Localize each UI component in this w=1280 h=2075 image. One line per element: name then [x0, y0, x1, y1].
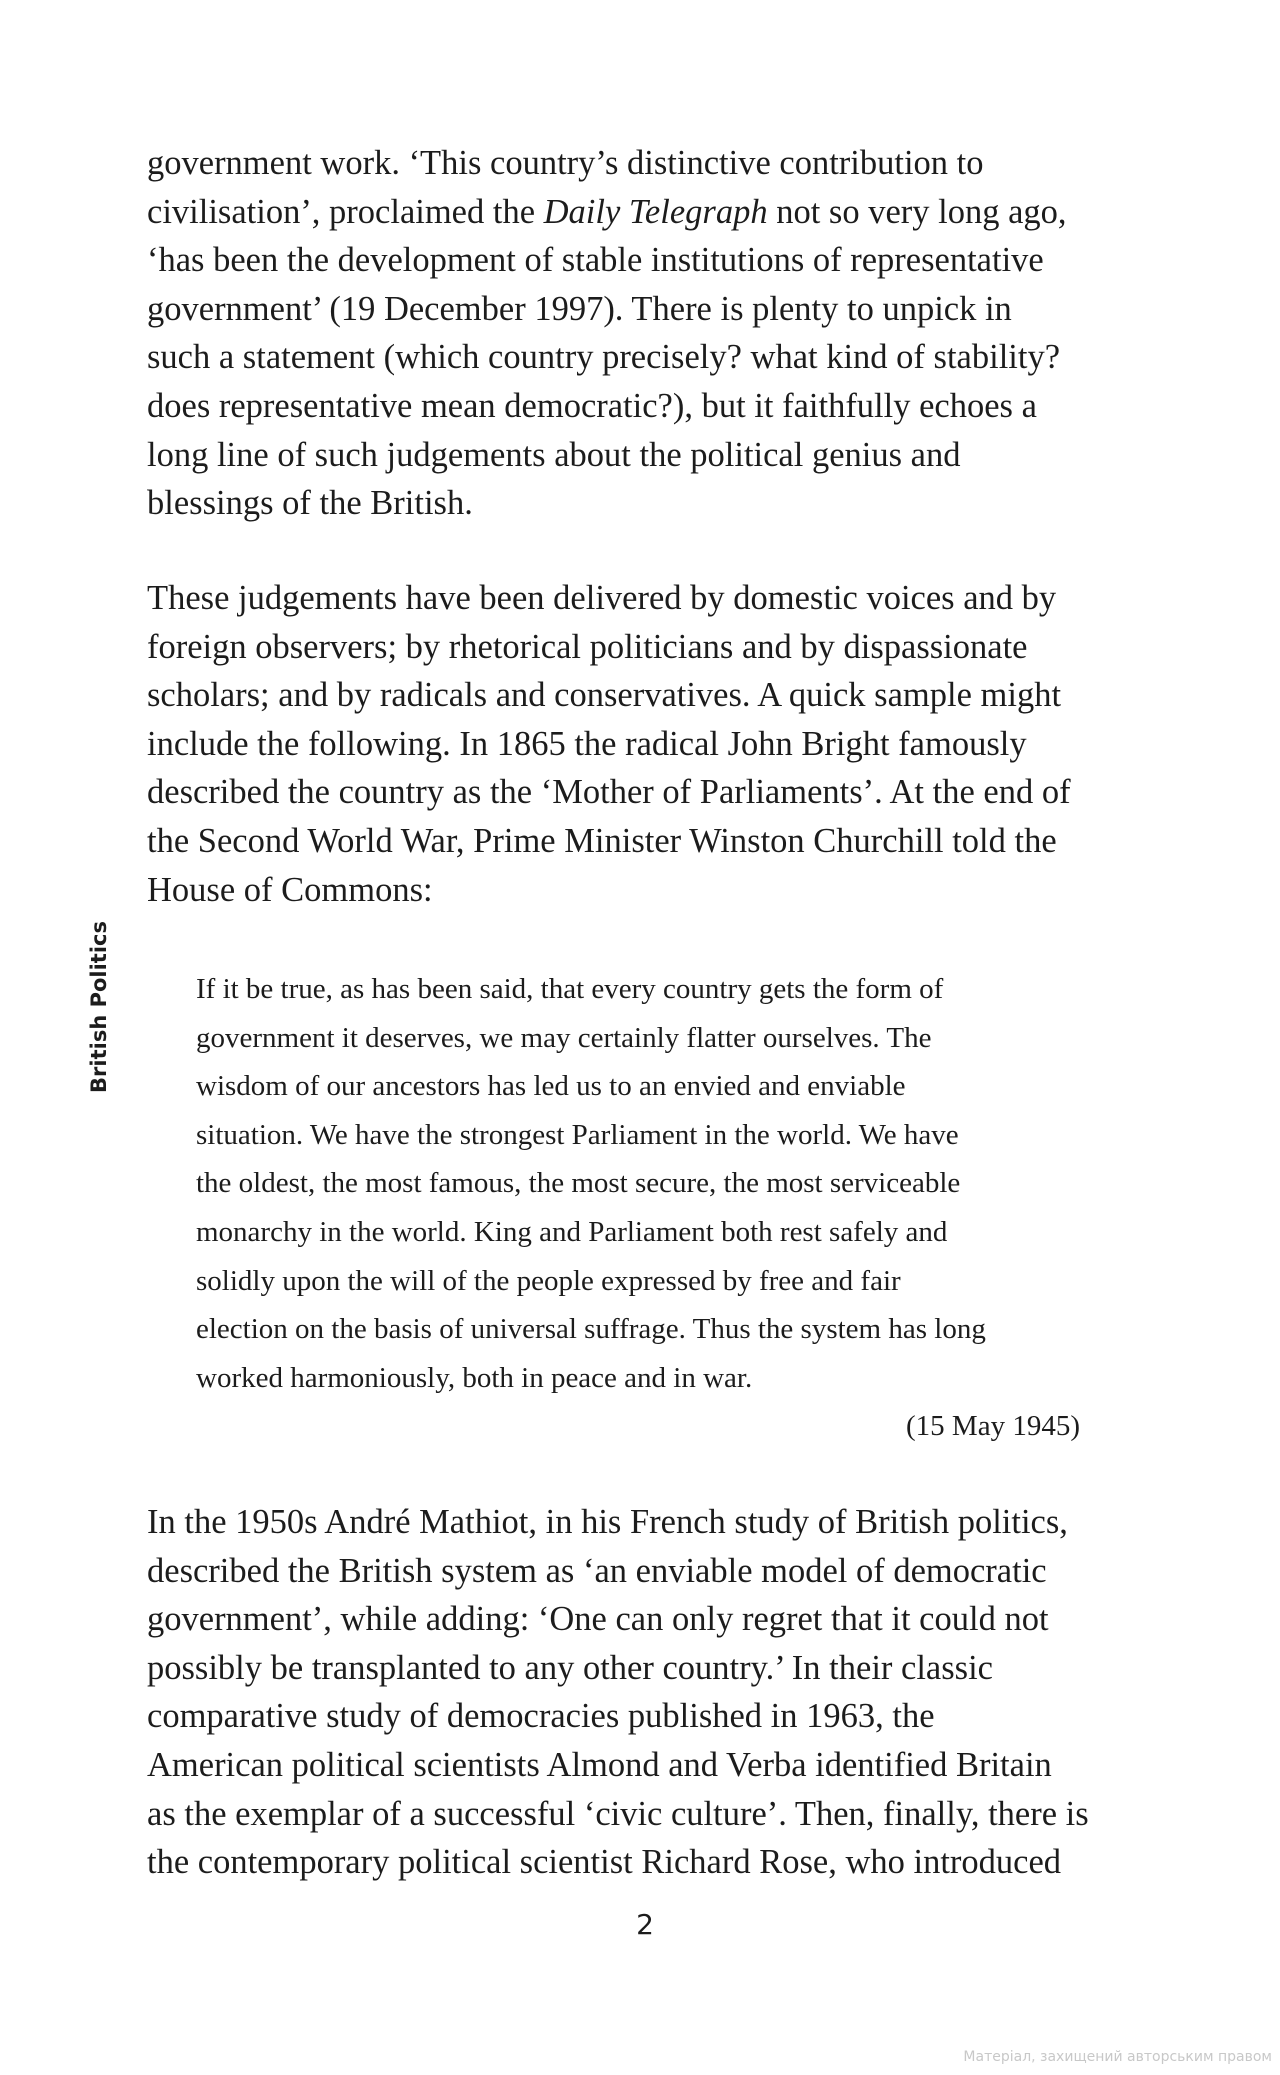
text-line: include the following. In 1865 the radical John Bright famously — [147, 724, 1027, 763]
quote-line: worked harmoniously, both in peace and in war. — [196, 1361, 753, 1394]
text-line: American political scientists Almond and Verba identified Britain — [147, 1745, 1052, 1784]
quote-line: government it deserves, we may certainly flatter ourselves. The — [196, 1021, 932, 1054]
text-line: as the exemplar of a successful ‘civic culture’. Then, finally, there is — [147, 1794, 1089, 1833]
text-line: the Second World War, Prime Minister Winston Churchill told the — [147, 821, 1057, 860]
quote-line: monarchy in the world. King and Parliament both rest safely and — [196, 1215, 948, 1248]
text-line: foreign observers; by rhetorical politicians and by dispassionate — [147, 627, 1028, 666]
text-run: not so very long ago, — [767, 192, 1067, 231]
text-line: possibly be transplanted to any other country.’ In their classic — [147, 1648, 993, 1687]
text-line: government work. ‘This country’s distinctive contribution to — [147, 144, 984, 182]
text-line: government’, while adding: ‘One can only regret that it could not — [147, 1600, 1049, 1639]
text-line — [147, 188, 1147, 237]
quote-line: the oldest, the most famous, the most secure, the most serviceable — [196, 1167, 961, 1200]
quote-line: If it be true, as has been said, that every country gets the form of — [196, 973, 944, 1005]
text-line: described the country as the ‘Mother of Parliaments’. At the end of — [147, 773, 1071, 812]
text-line: These judgements have been delivered by domestic voices and by — [147, 579, 1057, 617]
text-line: described the British system as ‘an enviable model of democratic — [147, 1551, 1047, 1590]
text-line: House of Commons: — [147, 870, 433, 909]
text-line: such a statement (which country precisely? what kind of stability? — [147, 338, 1061, 377]
text-line: blessings of the British. — [147, 484, 473, 523]
paragraph-1 — [147, 139, 1147, 528]
quote-line: situation. We have the strongest Parliament in the world. We have — [196, 1118, 959, 1151]
text-line: ‘has been the development of stable institutions of representative — [147, 241, 1044, 280]
paragraph-3 — [147, 1498, 1147, 1887]
quote-line: election on the basis of universal suffrage. Thus the system has long — [196, 1313, 986, 1346]
running-head-title: British Politics — [87, 921, 111, 1093]
page-number: 2 — [636, 1908, 654, 1941]
paragraph-2 — [147, 574, 1147, 914]
block-quote — [196, 965, 1096, 1402]
copyright-watermark: Матеріал, захищений авторським правом — [963, 2049, 1272, 2065]
publication-title: Daily Telegraph — [543, 192, 768, 231]
text-run: civilisation’, proclaimed the — [147, 192, 544, 231]
quote-line: wisdom of our ancestors has led us to an envied and enviable — [196, 1070, 906, 1103]
quote-line: solidly upon the will of the people expressed by free and fair — [196, 1264, 901, 1297]
text-line: long line of such judgements about the political genius and — [147, 435, 961, 474]
text-line: the contemporary political scientist Richard Rose, who introduced — [147, 1843, 1062, 1882]
text-line: In the 1950s André Mathiot, in his French study of British politics, — [147, 1503, 1068, 1541]
text-line: comparative study of democracies published in 1963, the — [147, 1697, 935, 1736]
text-line: government’ (19 December 1997). There is plenty to unpick in — [147, 289, 1012, 328]
quote-date: (15 May 1945) — [906, 1410, 1080, 1442]
text-line: does representative mean democratic?), but it faithfully echoes a — [147, 386, 1037, 425]
text-line: scholars; and by radicals and conservatives. A quick sample might — [147, 676, 1062, 715]
